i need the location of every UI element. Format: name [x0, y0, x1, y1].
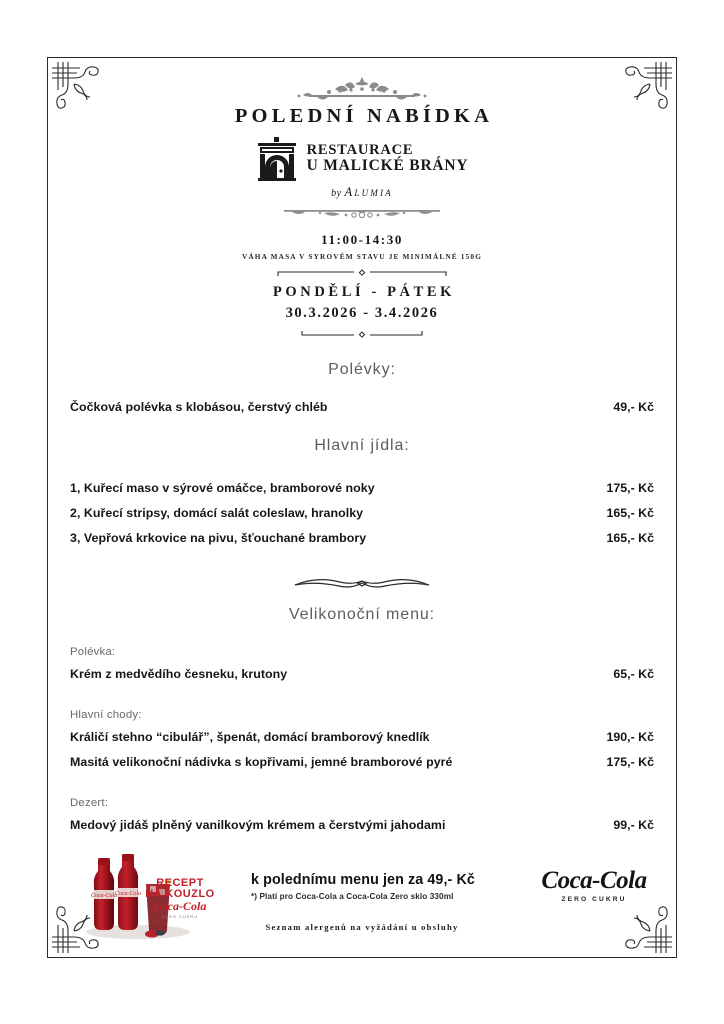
section-heading-soups: Polévky:: [328, 361, 396, 378]
promo-disclaimer: *) Platí pro Coca-Cola a Coca-Cola Zero sklo 330ml: [251, 892, 454, 901]
svg-text:Coca-Cola: Coca-Cola: [90, 893, 118, 899]
menu-item-price: 165,- Kč: [606, 531, 654, 545]
bracket-rule-top: [262, 268, 462, 278]
menu-header: [48, 58, 676, 339]
easter-group-label: Polévka:: [70, 646, 116, 658]
brand-byline: [48, 185, 676, 200]
menu-item-row: [48, 400, 676, 414]
menu-item-price: 175,- Kč: [606, 481, 654, 495]
meat-weight-note: VÁHA MASA V SYROVÉM STAVU JE MINIMÁLNÉ 150G: [241, 252, 483, 261]
restaurant-name-line1: RESTAURACE: [306, 142, 414, 159]
service-dates: 30.3.2026 - 3.4.2026: [285, 305, 439, 321]
menu-item-price: 49,- Kč: [613, 400, 654, 414]
menu-item-price: 175,- Kč: [606, 755, 654, 769]
promo-headline: k polednímu menu jen za 49,- Kč: [251, 872, 475, 888]
opening-hours: 11:00-14:30: [321, 232, 403, 247]
coca-cola-promo: [48, 852, 676, 948]
section-heading-mains: Hlavní jídla:: [314, 437, 410, 454]
easter-group-soup: [48, 646, 676, 681]
menu-item-row: [48, 531, 676, 545]
soups-item-list: [48, 400, 676, 414]
menu-item-row: [48, 667, 676, 681]
menu-item-price: 65,- Kč: [613, 667, 654, 681]
menu-item-price: 99,- Kč: [613, 818, 654, 832]
easter-group-mains: [48, 709, 676, 769]
byline-by-word: by: [331, 188, 342, 199]
menu-item-name: 3, Vepřová krkovice na pivu, šťouchané brambory: [70, 531, 367, 545]
section-soups: [48, 361, 676, 414]
menu-item-name: 1, Kuřecí maso v sýrové omáčce, bramborové noky: [70, 481, 375, 495]
mains-item-list: [48, 481, 676, 545]
menu-item-row: [48, 755, 676, 769]
coca-cola-zero-sublabel: ZERO CUKRU: [561, 896, 627, 903]
menu-item-row: [48, 730, 676, 744]
section-easter-menu: [48, 606, 676, 832]
menu-item-price: 190,- Kč: [606, 730, 654, 744]
promo-text-block: [251, 872, 521, 901]
section-mains: [48, 437, 676, 545]
section-heading-easter: Velikonoční menu:: [288, 606, 436, 623]
restaurant-name-line2: U MALICKÉ BRÁNY: [306, 157, 469, 175]
menu-item-row: [48, 481, 676, 495]
restaurant-logo: [48, 137, 676, 181]
menu-item-name: Králičí stehno “cibulář”, špenát, domácí bramborový knedlík: [70, 730, 430, 744]
allergen-note: Seznam alergenů na vyžádání u obsluhy: [265, 922, 459, 932]
gate-arch-icon: [256, 137, 298, 181]
byline-brand: Alumia: [344, 185, 393, 199]
menu-item-name: Masitá velikonoční nádivka s kopřivami, jemné bramborové pyré: [70, 755, 453, 769]
bracket-rule-bottom: [262, 329, 462, 339]
coca-cola-wordmark: Coca-Cola: [541, 867, 647, 894]
easter-group-label: Dezert:: [70, 797, 109, 809]
svg-text:Coca-Cola: Coca-Cola: [153, 899, 207, 913]
svg-text:NA KOUZLO: NA KOUZLO: [145, 888, 215, 900]
divider-ornament-under-logo: [262, 206, 462, 222]
swirl-divider-ornament: [287, 573, 437, 593]
menu-item-row: [48, 818, 676, 832]
menu-item-name: Medový jidáš plněný vanilkovým krémem a čerstvými jahodami: [70, 818, 446, 832]
menu-item-name: Krém z medvědího česneku, krutony: [70, 667, 288, 681]
crown-flourish-ornament: [267, 76, 457, 102]
menu-poster-frame: [47, 57, 677, 958]
svg-text:RECEPT: RECEPT: [156, 877, 204, 889]
easter-group-label: Hlavní chody:: [70, 709, 142, 721]
menu-item-name: Čočková polévka s klobásou, čerstvý chléb: [70, 400, 328, 414]
service-days: PONDĚLÍ - PÁTEK: [272, 284, 456, 300]
svg-text:ZERO CUKRU: ZERO CUKRU: [161, 914, 199, 919]
page-title: POLEDNÍ NABÍDKA: [234, 105, 494, 127]
menu-item-row: [48, 506, 676, 520]
menu-item-name: 2, Kuřecí stripsy, domácí salát coleslaw, hranolky: [70, 506, 364, 520]
easter-group-dessert: [48, 797, 676, 832]
coca-cola-zero-logo: [534, 868, 654, 903]
svg-text:Coca-Cola: Coca-Cola: [114, 891, 142, 897]
menu-item-price: 165,- Kč: [606, 506, 654, 520]
